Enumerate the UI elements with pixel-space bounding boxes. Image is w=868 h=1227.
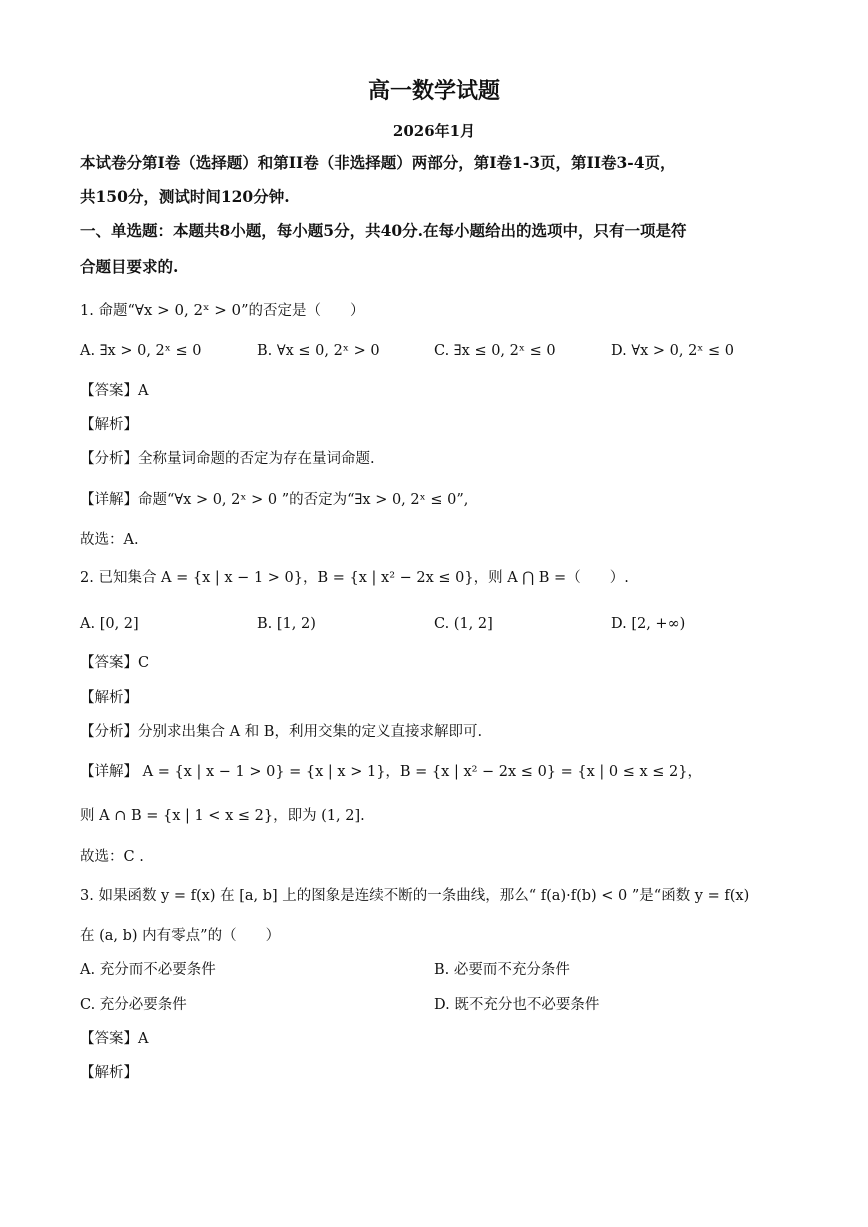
q1-jiexi: 【解析】 — [80, 417, 138, 433]
q2-guxuan: 故选：C . — [80, 849, 144, 865]
q1-stem — [80, 300, 365, 321]
q3-stem-line-1: 3. 如果函数 y = f(x) 在 [a, b] 上的图象是连续不断的一条曲线，那么“ f(a)·f(b) < 0 ”是“函数 y = f(x) — [80, 888, 750, 904]
q2-option-b: B. [1, 2) — [257, 616, 316, 632]
q2-stem: 2. 已知集合 A = {x | x − 1 > 0}，B = {x | x² − 2x ≤ 0}，则 A ⋂ B =（ ）. — [80, 570, 629, 586]
q3-option-b: B. 必要而不充分条件 — [434, 962, 570, 978]
q2-option-c: C. (1, 2] — [434, 616, 493, 632]
q1-stem-post: ”的否定是（ ） — [241, 303, 365, 319]
q1-option-b: B. ∀x ≤ 0, 2ˣ > 0 — [257, 343, 380, 359]
q3-option-c: C. 充分必要条件 — [80, 997, 187, 1013]
section-heading-line-2: 合题目要求的. — [80, 257, 179, 276]
q2-answer: 【答案】C — [80, 655, 150, 671]
q2-fenxi: 【分析】分别求出集合 A 和 B，利用交集的定义直接求解即可. — [80, 724, 483, 740]
q3-option-a: A. 充分而不必要条件 — [80, 962, 216, 978]
q2-option-d: D. [2, +∞) — [611, 616, 686, 632]
q1-stem-pre: 1. 命题“ — [80, 303, 135, 319]
q3-option-d: D. 既不充分也不必要条件 — [434, 997, 600, 1013]
q1-stem-math: ∀x > 0, 2ˣ > 0 — [134, 301, 242, 319]
exam-date: 2026年1月 — [392, 122, 476, 140]
page-title: 高一数学试题 — [367, 78, 500, 104]
q1-fenxi: 【分析】全称量词命题的否定为存在量词命题. — [80, 451, 375, 467]
q3-answer: 【答案】A — [80, 1031, 149, 1047]
q2-option-a: A. [0, 2] — [80, 616, 139, 632]
q2-ze: 则 A ∩ B = {x | 1 < x ≤ 2}，即为 (1, 2]. — [80, 808, 365, 824]
q3-jiexi: 【解析】 — [80, 1065, 138, 1081]
q1-option-c: C. ∃x ≤ 0, 2ˣ ≤ 0 — [434, 343, 556, 359]
q1-option-d: D. ∀x > 0, 2ˣ ≤ 0 — [611, 343, 735, 359]
q3-stem-line-2: 在 (a, b) 内有零点”的（ ） — [80, 928, 281, 944]
q1-answer: 【答案】A — [80, 383, 149, 399]
q1-xiangjie: 【详解】命题“∀x > 0, 2ˣ > 0 ”的否定为“∃x > 0, 2ˣ ≤ 0”, — [80, 492, 469, 508]
section-heading-line-1: 一、单选题：本题共8小题，每小题5分，共40分.在每小题给出的选项中，只有一项是符 — [80, 221, 687, 240]
q1-option-a: A. ∃x > 0, 2ˣ ≤ 0 — [80, 343, 202, 359]
intro-line-2: 共150分，测试时间120分钟. — [80, 187, 290, 206]
q2-xiangjie: 【详解】 A = {x | x − 1 > 0} = {x | x > 1}，B = {x | x² − 2x ≤ 0} = {x | 0 ≤ x ≤ 2}， — [80, 764, 702, 780]
intro-line-1: 本试卷分第I卷（选择题）和第II卷（非选择题）两部分，第I卷1-3页，第II卷3-4页， — [80, 153, 676, 172]
q1-guxuan: 故选：A. — [80, 532, 139, 548]
q2-jiexi: 【解析】 — [80, 690, 138, 706]
